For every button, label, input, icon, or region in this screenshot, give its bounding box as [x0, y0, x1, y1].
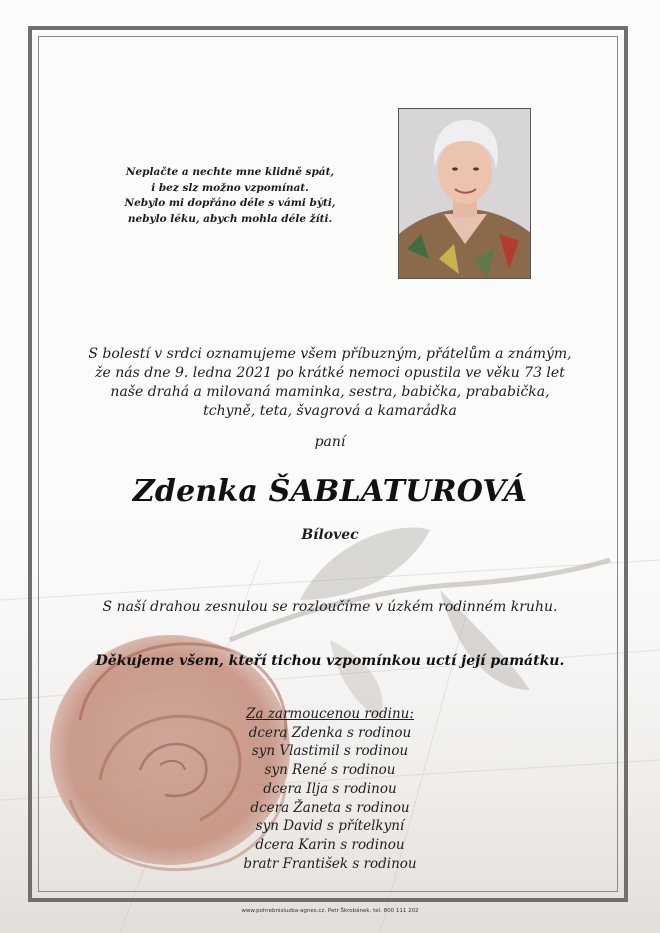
poem-line: nebylo léku, abych mohla déle žíti.	[127, 212, 333, 225]
mourner-entry: syn Vlastimil s rodinou	[251, 743, 409, 760]
mourner-entry: syn David s přítelkyní	[255, 818, 405, 835]
funeral-service-footer: www.pohrebnisluzba-agnes.cz, Petr Škrobánek, tel. 800 111 202	[241, 908, 419, 914]
farewell-notice: S naší drahou zesnulou se rozloučíme v úzkém rodinném kruhu.	[102, 599, 558, 615]
mourner-entry: bratr František s rodinou	[243, 855, 417, 872]
poem-line: Nebylo mi dopřáno déle s vámi býti,	[124, 197, 336, 209]
deceased-city: Bílovec	[301, 527, 359, 543]
mourner-entry: dcera Zdenka s rodinou	[248, 724, 412, 741]
memorial-poem	[110, 165, 350, 227]
death-announcement	[60, 345, 600, 421]
poem-line: Neplačte a nechte mne klidně spát,	[125, 166, 335, 178]
announcement-line: že nás dne 9. ledna 2021 po krátké nemoci opustila ve věku 73 let	[95, 365, 565, 381]
mourner-entry: syn René s rodinou	[264, 762, 396, 779]
honorific: paní	[314, 434, 346, 450]
thanks-notice: Děkujeme všem, kteří tichou vzpomínkou uctí její památku.	[95, 653, 565, 669]
poem-line: i bez slz možno vzpomínat.	[151, 181, 309, 194]
mourner-entry: dcera Žaneta s rodinou	[250, 799, 410, 816]
deceased-name: Zdenka ŠABLATUROVÁ	[132, 474, 528, 509]
deceased-portrait-photo	[398, 108, 531, 279]
mourners-list	[200, 705, 460, 873]
mourner-entry: dcera Karin s rodinou	[255, 836, 405, 853]
announcement-line: tchyně, teta, švagrová a kamarádka	[203, 403, 457, 419]
mourners-heading: Za zarmoucenou rodinu:	[246, 706, 414, 722]
mourner-entry: dcera Ilja s rodinou	[263, 780, 397, 797]
announcement-line: S bolestí v srdci oznamujeme všem příbuzným, přátelům a známým,	[88, 346, 572, 362]
announcement-line: naše drahá a milovaná maminka, sestra, babička, prababička,	[110, 384, 550, 400]
